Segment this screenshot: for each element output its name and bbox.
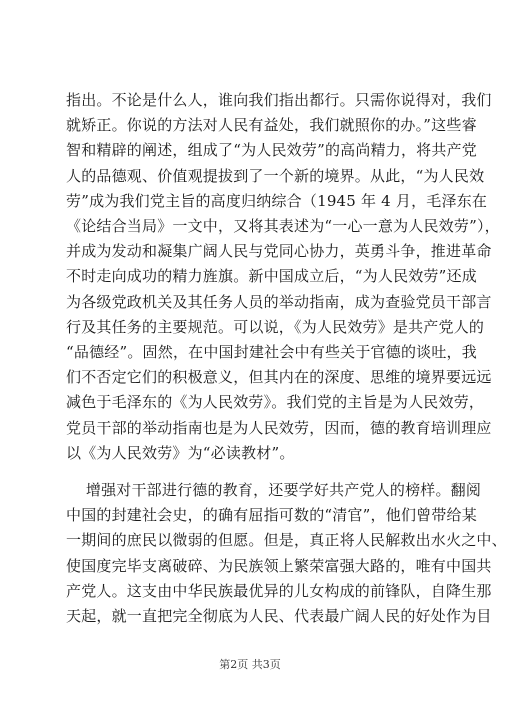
text-line: 就矫正。你说的方法对人民有益处，我们就照你的办。”这些睿 <box>66 116 477 135</box>
text-line: 人的品德观、价值观提拔到了一个新的境界。从此，“为人民效 <box>66 166 485 185</box>
text-line: 为各级党政机关及其任务人员的举动指南，成为查验党员干部言 <box>66 292 492 311</box>
text-line: 增强对干部进行德的教育，还要学好共产党人的榜样。翻阅 <box>66 481 482 500</box>
text-line: 党员干部的举动指南也是为人民效劳，因而，德的教育培训理应 <box>66 418 492 437</box>
paragraph-2 <box>66 478 507 629</box>
text-line: 行及其任务的主要规范。可以说，《为人民效劳》是共产党人的 <box>66 317 485 336</box>
text-line: 中国的封建社会史，的确有屈指可数的“清官”，他们曾带给某 <box>66 506 477 525</box>
text-line: “品德经”。固然，在中国封建社会中有些关于官德的谈吐，我 <box>66 343 477 362</box>
text-line: 天起，就一直把完全彻底为人民、代表最广阔人民的好处作为目 <box>66 607 492 626</box>
document-body <box>66 88 507 629</box>
paragraph-gap <box>66 466 444 478</box>
text-line: 智和精辟的阐述，组成了“为人民效劳”的高尚精力，将共产党 <box>66 141 477 160</box>
page-number-footer: 第2页 共3页 <box>219 658 281 671</box>
text-line: 们不否定它们的积极意义，但其内在的深度、思维的境界要远远 <box>66 368 492 387</box>
text-line: 并成为发动和凝集广阔人民与党同心协力，英勇斗争，推进革命 <box>66 242 492 261</box>
text-line: 以《为人民效劳》为“必读教材”。 <box>66 443 295 462</box>
text-line: 产党人。这支由中华民族最优异的儿女构成的前锋队，自降生那 <box>66 581 492 600</box>
text-line: 不时走向成功的精力旌旗。新中国成立后，“为人民效劳”还成 <box>66 267 477 286</box>
paragraph-1 <box>66 88 500 466</box>
text-line: 一期间的庶民以微弱的但愿。但是，真正将人民解救出水火之中、 <box>66 531 507 550</box>
text-line: 劳”成为我们党主旨的高度归纳综合（1945 年 4 月，毛泽东在 <box>66 191 488 210</box>
text-line: 指出。不论是什么人，谁向我们指出都行。只需你说得对，我们 <box>66 91 492 109</box>
text-line: 使国度完毕支离破碎、为民族领上繁荣富强大路的，唯有中国共 <box>66 556 492 575</box>
text-line: 减色于毛泽东的《为人民效劳》。我们党的主旨是为人民效劳， <box>66 393 485 412</box>
text-line: 《论结合当局》一文中，又将其表述为“一心一意为人民效劳”）， <box>66 217 500 236</box>
